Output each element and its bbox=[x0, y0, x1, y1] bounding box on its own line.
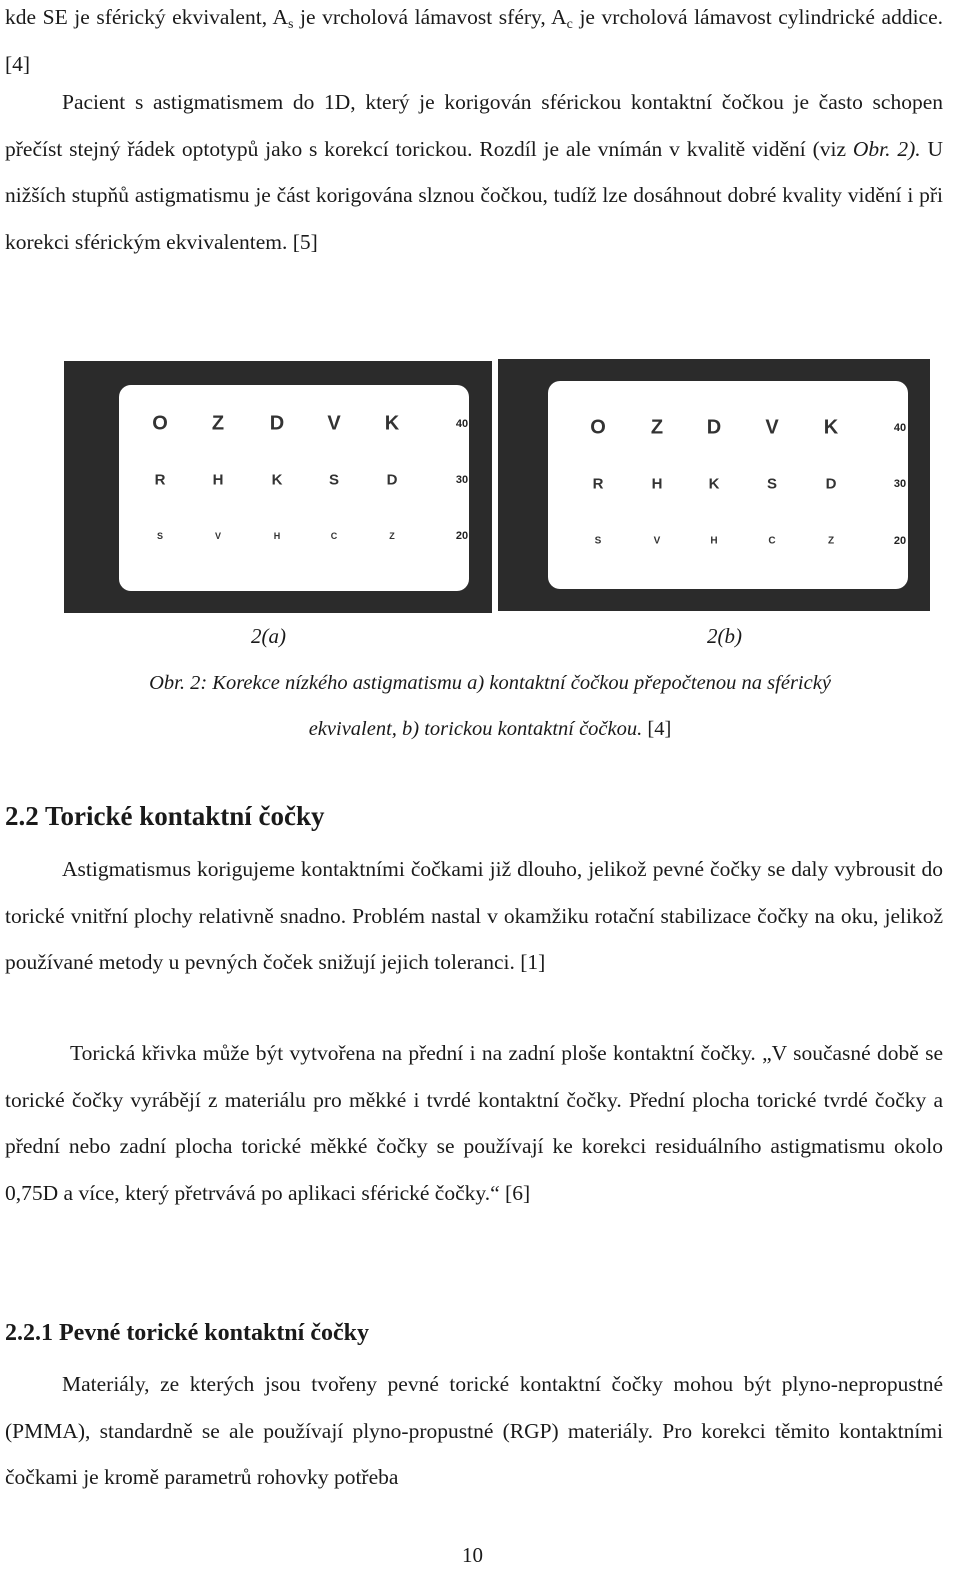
optotype-letter: D bbox=[706, 416, 722, 439]
optotype-letter: K bbox=[271, 471, 283, 489]
figure-caption bbox=[80, 660, 900, 752]
optotype-letter: H bbox=[212, 471, 224, 489]
chart-screen bbox=[119, 385, 469, 591]
paragraph-text: Pacient s astigmatismem do 1D, který je korigován sférickou kontaktní čočkou je často schopen přečíst stejný řádek optotypů jako s korekcí torickou. Rozdíl je ale vnímán v kvalitě vidění (viz bbox=[5, 90, 943, 161]
acuity-value: 40 bbox=[893, 422, 907, 434]
section-heading-2-2-1: 2.2.1 Pevné torické kontaktní čočky bbox=[5, 1320, 369, 1346]
optotype-letter: S bbox=[156, 531, 164, 541]
optotype-letter: K bbox=[823, 416, 839, 439]
section-2-2-paragraph-2: Torická křivka může být vytvořena na přední i na zadní ploše kontaktní čočky. „V současné době se torické čočky vyrábějí z materiálu pro měkké i tvrdé kontaktní čočky. Přední plocha torické tvrdé čočky a přední nebo zadní plocha torické měkké čočky se používají ke korekci residuálního astigmatismu okolo 0,75D a více, který přetrvává po aplikaci sférické čočky.“ [6] bbox=[5, 1041, 943, 1205]
intro-paragraph bbox=[5, 0, 943, 87]
caption-line-1: Obr. 2: Korekce nízkého astigmatismu a) kontaktní čočkou přepočtenou na sférický bbox=[149, 672, 831, 694]
intro-text-3: je vrcholová lámavost cylindrické addice. [4] bbox=[5, 5, 944, 76]
optotype-letter: D bbox=[386, 471, 398, 489]
optotype-letter: V bbox=[765, 416, 779, 439]
optotype-letter: Z bbox=[827, 535, 835, 547]
acuity-value: 20 bbox=[455, 530, 469, 542]
optotype-letter: S bbox=[766, 475, 778, 493]
optotype-letter: C bbox=[768, 535, 776, 547]
optotype-letter: D bbox=[269, 412, 285, 435]
figure-reference: Obr. 2). bbox=[852, 136, 921, 161]
optotype-letter: Z bbox=[211, 412, 225, 435]
intro-text-2: je vrcholová lámavost sféry, A bbox=[293, 5, 567, 29]
optotype-chart-a bbox=[64, 361, 492, 613]
optotype-letter: H bbox=[273, 531, 281, 541]
optotype-letter: K bbox=[384, 412, 400, 435]
subscript-c: c bbox=[566, 17, 573, 32]
caption-reference: [4] bbox=[647, 718, 672, 740]
caption-text: ekvivalent, b) torickou kontaktní čočkou. bbox=[308, 718, 643, 740]
intro-text-1: kde SE je sférický ekvivalent, A bbox=[5, 5, 288, 29]
optotype-chart-b bbox=[498, 359, 930, 611]
optotype-letter: Z bbox=[650, 416, 664, 439]
optotype-letter: S bbox=[594, 535, 602, 547]
optotype-letter: H bbox=[710, 535, 718, 547]
section-heading-2-2: 2.2 Torické kontaktní čočky bbox=[5, 801, 325, 831]
page-number: 10 bbox=[462, 1543, 483, 1567]
optotype-letter: K bbox=[708, 475, 720, 493]
optotype-letter: V bbox=[214, 531, 222, 541]
acuity-value: 20 bbox=[893, 535, 907, 547]
section-2-2-1-paragraph: Materiály, ze kterých jsou tvořeny pevné torické kontaktní čočky mohou být plyno-nepropustné (PMMA), standardně se ale používají plyno-propustné (RGP) materiály. Pro korekci těmito kontaktními čočkami je kromě parametrů rohovky potřeba bbox=[5, 1372, 943, 1489]
section-2-2-paragraph-1: Astigmatismus korigujeme kontaktními čočkami již dlouho, jelikož pevné čočky se daly vybrousit do torické vnitřní plochy relativně snadno. Problém nastal v okamžiku rotační stabilizace čočky na oku, jelikož používané metody u pevných čoček snižují jejich toleranci. [1] bbox=[5, 857, 943, 974]
figure-label-a: 2(a) bbox=[251, 624, 286, 648]
optotype-letter: D bbox=[825, 475, 837, 493]
figure-label-b: 2(b) bbox=[707, 624, 742, 648]
optotype-letter: S bbox=[328, 471, 340, 489]
optotype-letter: O bbox=[590, 416, 606, 439]
subscript-s: s bbox=[287, 17, 294, 32]
acuity-value: 40 bbox=[455, 418, 469, 430]
optotype-letter: O bbox=[152, 412, 168, 435]
optotype-letter: Z bbox=[389, 531, 395, 541]
optotype-letter: H bbox=[651, 475, 663, 493]
optotype-letter: R bbox=[154, 471, 166, 489]
optotype-letter: C bbox=[330, 531, 338, 541]
acuity-value: 30 bbox=[455, 474, 469, 486]
optotype-letter: V bbox=[653, 535, 661, 547]
acuity-value: 30 bbox=[893, 478, 907, 490]
optotype-letter: R bbox=[592, 475, 604, 493]
paragraph-text: U nižších stupňů astigmatismu je část korigována slznou čočkou, tudíž lze dosáhnout dobré kvality vidění i při korekci sférickým ekvivalentem. [5] bbox=[5, 136, 943, 254]
astigmatism-paragraph bbox=[5, 79, 943, 265]
caption-line-2 bbox=[80, 706, 900, 752]
optotype-letter: V bbox=[327, 412, 341, 435]
